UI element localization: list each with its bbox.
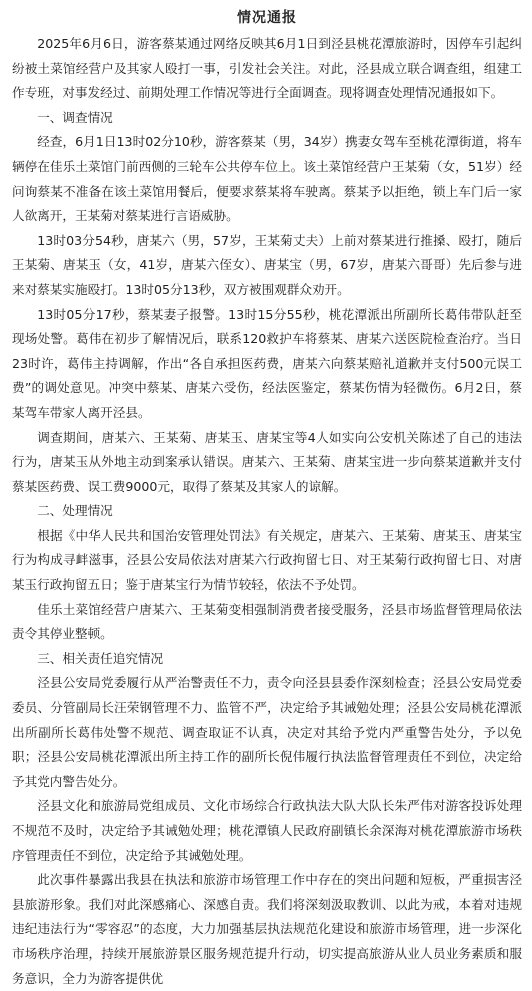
handling-paragraph-1: 根据《中华人民共和国治安管理处罚法》有关规定，唐某六、王某菊、唐某玉、唐某宝行为构成寻衅滋事，泾县公安局依法对唐某六行政拘留七日、对王某菊行政拘留七日、对唐某玉行政拘留五日；鉴于唐某宝行为情节较轻，依法不予处罚。 (12, 527, 522, 593)
document-title: 情况通报 (237, 10, 297, 26)
accountability-paragraph-1: 泾县公安局党委履行从严治警责任不力，责令向泾县县委作深刻检查；泾县公安局党委委员、分管副局长汪荣钢管理不力、监管不严，决定给予其诫勉处理；泾县公安局桃花潭派出所副所长葛伟处警不规范、调查取证不认真，决定对其给予党内严重警告处分，予以免职；泾县公安局桃花潭派出所主持工作的副所长倪伟履行执法监督管理责任不到位，决定给予其党内警告处分。 (12, 675, 522, 789)
handling-paragraph-2: 佳乐土菜馆经营户唐某六、王某菊变相强制消费者接受服务，泾县市场监督管理局依法责令其停业整顿。 (12, 601, 522, 642)
accountability-paragraph-2: 泾县文化和旅游局党组成员、文化市场综合行政执法大队大队长朱严伟对游客投诉处理不规范不及时，决定给予其诫勉处理；桃花潭镇人民政府副镇长余深海对桃花潭旅游市场秩序管理责任不到位，决定给予其诫勉处理。 (12, 798, 522, 863)
accountability-paragraph-3: 此次事件暴露出我县在执法和旅游市场管理工作中存在的突出问题和短板，严重损害泾县旅游形象。我们对此深感痛心、深感自责。我们将深刻汲取教训、以此为戒，本着对违规违纪违法行为“零容忍”的态度，大力加强基层执法规范化建设和旅游市场管理，进一步深化市场秩序治理，持续开展旅游景区服务规范提升行动，切实提高旅游从业人员业务素质和服务意识，全力为游客提供优 (12, 872, 522, 986)
investigation-paragraph-1: 经查，6月1日13时02分10秒，游客蔡某（男，34岁）携妻女驾车至桃花潭街道，将车辆停在佳乐土菜馆门前西侧的三轮车公共停车位上。该土菜馆经营户王某菊（女，51岁）经问询蔡某不准备在该土菜馆用餐后，便要求蔡某将车驶离。蔡某予以拒绝，锁上车门后一家人欲离开，王某菊对蔡某进行言语威胁。 (12, 134, 522, 224)
section-heading-accountability: 三、相关责任追究情况 (37, 650, 164, 666)
investigation-paragraph-4: 调查期间，唐某六、王某菊、唐某玉、唐某宝等4人如实向公安机关陈述了自己的违法行为，唐某玉从外地主动到案承认错误。唐某六、王某菊、唐某宝进一步向蔡某道歉并支付蔡某医药费、误工费9000元，取得了蔡某及其家人的谅解。 (12, 429, 522, 494)
intro-paragraph: 2025年6月6日，游客蔡某通过网络反映其6月1日到泾县桃花潭旅游时，因停车引起纠纷被土菜馆经营户及其家人殴打一事，引发社会关注。对此，泾县成立联合调查组，组建工作专班，对事发经过、前期处理工作情况等进行全面调查。现将调查处理情况通报如下。 (12, 36, 522, 101)
section-heading-investigation: 一、调查情况 (37, 109, 113, 125)
investigation-paragraph-2: 13时03分54秒，唐某六（男，57岁，王某菊丈夫）上前对蔡某进行推搡、殴打，随后王某菊、唐某玉（女，41岁，唐某六侄女）、唐某宝（男，67岁，唐某六哥哥）先后参与进来对蔡某实施殴打。13时05分13秒，双方被围观群众劝开。 (12, 232, 522, 297)
section-heading-handling: 二、处理情况 (37, 503, 113, 519)
investigation-paragraph-3: 13时05分17秒，蔡某妻子报警。13时15分55秒，桃花潭派出所副所长葛伟带队赶至现场处警。葛伟在初步了解情况后，联系120救护车将蔡某、唐某六送医院检查治疗。当日23时许，葛伟主持调解，作出“各自承担医药费，唐某六向蔡某赔礼道歉并支付500元误工费”的调处意见。冲突中蔡某、唐某六受伤，经法医鉴定，蔡某伤情为轻微伤。6月2日，蔡某驾车带家人离开泾县。 (12, 306, 522, 420)
